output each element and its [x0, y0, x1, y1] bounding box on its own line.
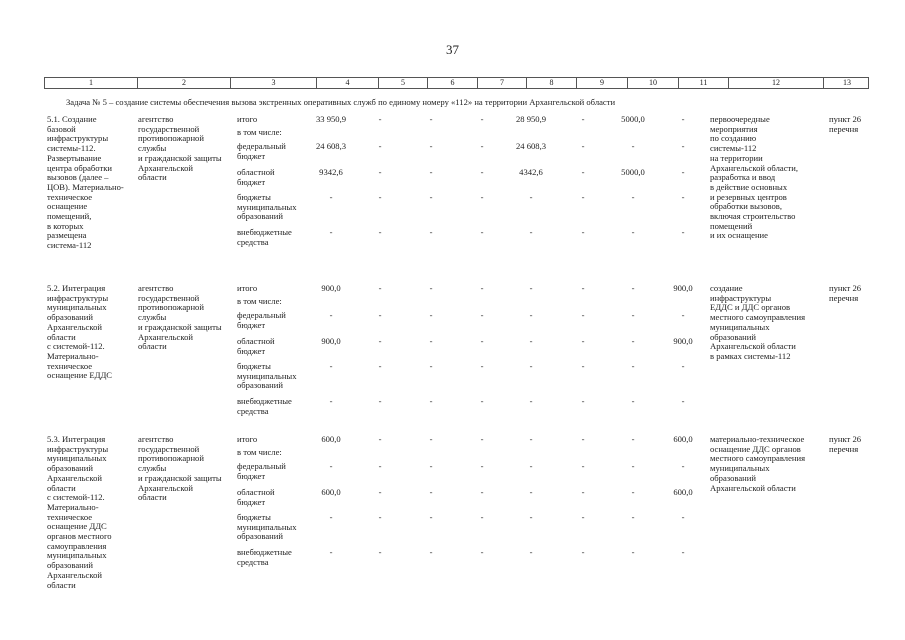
column-number-header	[44, 77, 869, 89]
header-col-4: 4	[317, 78, 379, 88]
funding-label-total: итого	[237, 114, 258, 124]
amount-cell: -	[480, 487, 484, 497]
funding-label-extra: внебюджетные средства	[237, 227, 292, 247]
amount-cell: -	[429, 192, 433, 202]
amount-cell: -	[329, 547, 333, 557]
header-col-13: 13	[843, 78, 851, 87]
amount-cell: -	[529, 336, 533, 346]
amount-cell: -	[529, 361, 533, 371]
legal-reference: пункт 26 перечня	[829, 114, 862, 134]
amount-cell: -	[631, 361, 635, 371]
amount-cell: -	[581, 141, 585, 151]
measure-executor: агентство государственной противопожарной службы и гражданской защиты Архангельской области	[138, 114, 222, 183]
amount-cell: -	[429, 167, 433, 177]
funding-label-extra: внебюджетные средства	[237, 396, 292, 416]
amount-cell: -	[480, 283, 484, 293]
amount-cell: 600,0	[321, 434, 341, 444]
header-col-11: 11	[679, 78, 729, 88]
header-col-2: 2	[138, 78, 231, 88]
amount-cell: -	[581, 434, 585, 444]
amount-cell: -	[480, 114, 484, 124]
funding-label-total: итого	[237, 283, 258, 293]
amount-cell: -	[529, 487, 533, 497]
amount-cell: -	[378, 547, 382, 557]
amount-cell: -	[429, 283, 433, 293]
amount-cell: -	[378, 434, 382, 444]
amount-cell: -	[631, 461, 635, 471]
amount-cell: 5000,0	[621, 114, 645, 124]
amount-cell: -	[378, 336, 382, 346]
legal-reference: пункт 26 перечня	[829, 283, 862, 303]
amount-cell: -	[429, 547, 433, 557]
expected-result: первоочередные мероприятия по созданию системы-112 на территории Архангельской области, разработка и ввод в действие основных и резервных центров обработки вызовов, включая строительство помещений и их оснащение	[710, 114, 799, 241]
amount-cell: -	[429, 512, 433, 522]
amount-cell: 900,0	[321, 283, 341, 293]
amount-cell: -	[681, 167, 685, 177]
task-title: Задача № 5 – создание системы обеспечения вызова экстренных оперативных служб по единому номеру «112» на территории Архангельской области	[66, 97, 616, 107]
measure-executor: агентство государственной противопожарной службы и гражданской защиты Архангельской области	[138, 434, 222, 503]
amount-cell: -	[581, 396, 585, 406]
measure-name: 5.2. Интеграция инфраструктуры муниципальных образований Архангельской области с системой-112. Материально- техническое оснащение ЕДДС	[47, 283, 113, 381]
amount-cell: 33 950,9	[315, 114, 347, 124]
amount-cell: 5000,0	[621, 167, 645, 177]
amount-cell: -	[581, 283, 585, 293]
expected-result: создание инфраструктуры ЕДДС и ДДС органов местного самоуправления муниципальных образований Архангельской области в рамках системы-112	[710, 283, 806, 361]
header-col-5: 5	[379, 78, 428, 88]
amount-cell: -	[480, 336, 484, 346]
amount-cell: -	[480, 361, 484, 371]
amount-cell: -	[631, 227, 635, 237]
expected-result: материально-техническое оснащение ДДС органов местного самоуправления муниципальных образований Архангельской области	[710, 434, 806, 493]
measure-name: 5.3. Интеграция инфраструктуры муниципальных образований Архангельской области с системой-112. Материально- техническое оснащение ДДС органов местного самоуправления муниципальных образований Архангельской области	[47, 434, 112, 590]
funding-label-federal: федеральный бюджет	[237, 141, 286, 161]
amount-cell: -	[581, 336, 585, 346]
amount-cell: -	[429, 227, 433, 237]
legal-reference: пункт 26 перечня	[829, 434, 862, 454]
amount-cell: -	[378, 461, 382, 471]
amount-cell: -	[681, 141, 685, 151]
amount-cell: -	[631, 512, 635, 522]
amount-cell: -	[378, 167, 382, 177]
amount-cell: -	[631, 434, 635, 444]
amount-cell: -	[581, 192, 585, 202]
funding-label-municipal: бюджеты муниципальных образований	[237, 361, 297, 391]
amount-cell: -	[378, 310, 382, 320]
amount-cell: -	[429, 434, 433, 444]
amount-cell: -	[480, 461, 484, 471]
amount-cell: -	[631, 396, 635, 406]
amount-cell: -	[429, 461, 433, 471]
amount-cell: 600,0	[673, 487, 693, 497]
amount-cell: -	[378, 512, 382, 522]
amount-cell: -	[681, 461, 685, 471]
amount-cell: -	[480, 167, 484, 177]
amount-cell: -	[329, 396, 333, 406]
amount-cell: -	[329, 512, 333, 522]
amount-cell: -	[681, 547, 685, 557]
amount-cell: 24 608,3	[515, 141, 547, 151]
funding-label-municipal: бюджеты муниципальных образований	[237, 192, 297, 222]
amount-cell: 9342,6	[319, 167, 343, 177]
funding-label-federal: федеральный бюджет	[237, 310, 286, 330]
amount-cell: -	[631, 192, 635, 202]
amount-cell: -	[480, 396, 484, 406]
amount-cell: -	[429, 361, 433, 371]
funding-label-regional: областной бюджет	[237, 167, 275, 187]
amount-cell: -	[681, 396, 685, 406]
funding-label-total: итого	[237, 434, 258, 444]
header-col-7: 7	[478, 78, 527, 88]
funding-label-extra: внебюджетные средства	[237, 547, 292, 567]
amount-cell: 900,0	[673, 336, 693, 346]
amount-cell: -	[529, 547, 533, 557]
amount-cell: -	[529, 434, 533, 444]
amount-cell: 600,0	[673, 434, 693, 444]
header-col-6: 6	[428, 78, 478, 88]
header-col-1: 1	[45, 78, 138, 88]
amount-cell: -	[329, 192, 333, 202]
amount-cell: 900,0	[673, 283, 693, 293]
amount-cell: -	[429, 310, 433, 320]
amount-cell: -	[329, 310, 333, 320]
amount-cell: -	[378, 283, 382, 293]
amount-cell: -	[681, 361, 685, 371]
amount-cell: -	[631, 310, 635, 320]
amount-cell: -	[480, 434, 484, 444]
amount-cell: -	[329, 361, 333, 371]
funding-label-municipal: бюджеты муниципальных образований	[237, 512, 297, 542]
amount-cell: -	[378, 192, 382, 202]
amount-cell: -	[480, 192, 484, 202]
amount-cell: -	[429, 396, 433, 406]
header-col-10: 10	[628, 78, 679, 88]
measure-name: 5.1. Создание базовой инфраструктуры системы-112. Развертывание центра обработки вызовов (далее – ЦОВ). Материально- техническое оснащение помещений, в которых размещена система-112	[47, 114, 124, 251]
amount-cell: -	[378, 141, 382, 151]
funding-label-including: в том числе:	[237, 127, 282, 137]
header-col-12: 12	[729, 78, 824, 88]
amount-cell: -	[529, 283, 533, 293]
amount-cell: -	[480, 310, 484, 320]
amount-cell: -	[631, 487, 635, 497]
funding-label-including: в том числе:	[237, 447, 282, 457]
amount-cell: 600,0	[321, 487, 341, 497]
funding-label-regional: областной бюджет	[237, 336, 275, 356]
page-number: 37	[446, 42, 459, 57]
funding-label-including: в том числе:	[237, 296, 282, 306]
amount-cell: -	[581, 512, 585, 522]
amount-cell: -	[429, 114, 433, 124]
amount-cell: -	[581, 167, 585, 177]
amount-cell: -	[581, 310, 585, 320]
amount-cell: -	[480, 512, 484, 522]
amount-cell: 900,0	[321, 336, 341, 346]
header-col-9: 9	[577, 78, 628, 88]
amount-cell: -	[429, 336, 433, 346]
amount-cell: -	[631, 336, 635, 346]
amount-cell: -	[378, 361, 382, 371]
amount-cell: -	[581, 487, 585, 497]
amount-cell: -	[529, 227, 533, 237]
amount-cell: -	[581, 361, 585, 371]
amount-cell: -	[378, 227, 382, 237]
amount-cell: -	[529, 310, 533, 320]
header-col-3: 3	[231, 78, 317, 88]
amount-cell: -	[329, 461, 333, 471]
amount-cell: -	[581, 114, 585, 124]
amount-cell: -	[581, 461, 585, 471]
amount-cell: -	[681, 114, 685, 124]
amount-cell: -	[631, 283, 635, 293]
amount-cell: -	[681, 512, 685, 522]
amount-cell: -	[529, 396, 533, 406]
amount-cell: -	[480, 141, 484, 151]
amount-cell: -	[480, 227, 484, 237]
amount-cell: -	[480, 547, 484, 557]
amount-cell: -	[631, 141, 635, 151]
funding-label-federal: федеральный бюджет	[237, 461, 286, 481]
amount-cell: 4342,6	[519, 167, 543, 177]
amount-cell: -	[378, 114, 382, 124]
funding-label-regional: областной бюджет	[237, 487, 275, 507]
amount-cell: -	[529, 461, 533, 471]
amount-cell: -	[581, 547, 585, 557]
header-col-8: 8	[527, 78, 577, 88]
amount-cell: -	[529, 512, 533, 522]
amount-cell: -	[378, 487, 382, 497]
amount-cell: 28 950,9	[515, 114, 547, 124]
amount-cell: -	[681, 192, 685, 202]
amount-cell: -	[681, 310, 685, 320]
amount-cell: -	[429, 141, 433, 151]
amount-cell: -	[631, 547, 635, 557]
amount-cell: -	[581, 227, 585, 237]
amount-cell: -	[378, 396, 382, 406]
amount-cell: -	[429, 487, 433, 497]
measure-executor: агентство государственной противопожарной службы и гражданской защиты Архангельской области	[138, 283, 222, 352]
amount-cell: 24 608,3	[315, 141, 347, 151]
amount-cell: -	[681, 227, 685, 237]
amount-cell: -	[329, 227, 333, 237]
amount-cell: -	[529, 192, 533, 202]
